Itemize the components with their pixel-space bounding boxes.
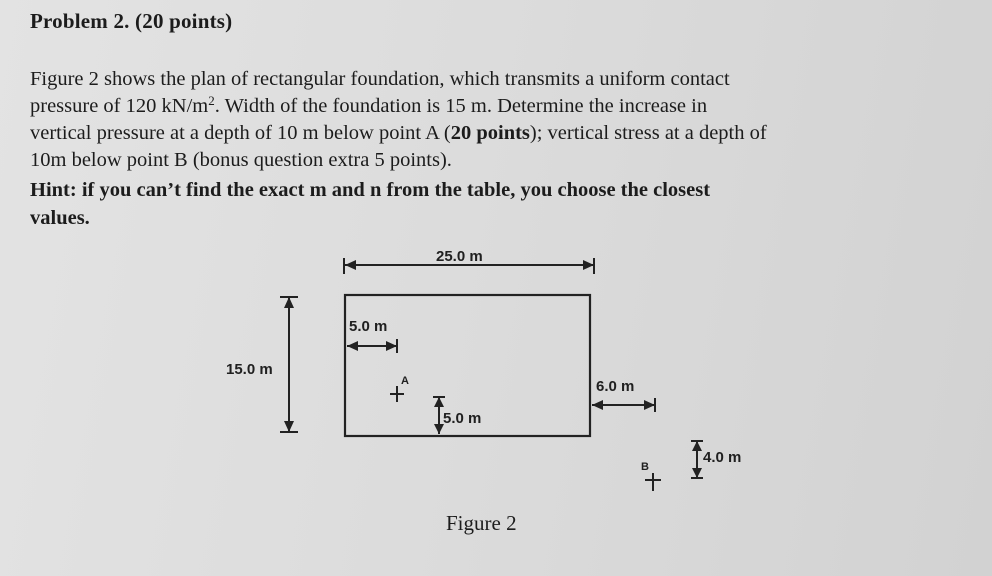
statement-line-4: 10m below point B (bonus question extra 5 points).: [30, 149, 452, 171]
statement-line-2: pressure of 120 $kN/m^2$. Width of the foundation is 15 m. Determine the increase in: [30, 93, 708, 117]
statement-line-1: Figure 2 shows the plan of rectangular foundation, which transmits a uniform contact: [30, 68, 730, 90]
length-label: 25.0 m: [436, 248, 483, 265]
figure-caption: Figure 2: [446, 511, 517, 535]
a-offset-bottom-label: 5.0 m: [443, 410, 482, 427]
hint-line-2: values.: [30, 207, 90, 229]
b-offset-below-label: 4.0 m: [703, 449, 742, 466]
statement-line-3: vertical pressure at a depth of 10 m below point A (20 points); vertical stress at a depth of: [30, 122, 767, 144]
a-offset-left-label: 5.0 m: [349, 318, 388, 335]
width-label: 15.0 m: [226, 361, 273, 378]
points-emphasis: 20 points: [450, 122, 530, 144]
exponent-2: 2: [208, 93, 215, 108]
problem-title: Problem 2. (20 points): [30, 9, 233, 33]
point-b-label: B: [641, 461, 649, 473]
hint-line-1: Hint: if you can’t find the exact m and n from the table, you choose the closest: [30, 179, 711, 201]
b-offset-right-label: 6.0 m: [596, 378, 635, 395]
point-a-label: A: [401, 375, 409, 387]
